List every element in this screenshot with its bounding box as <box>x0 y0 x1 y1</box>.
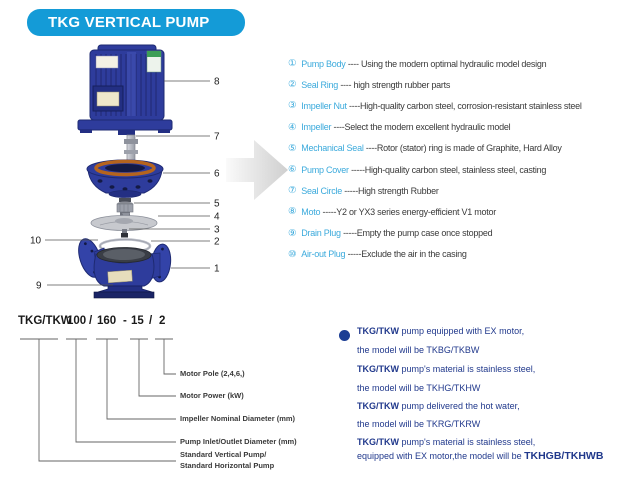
note-text: pump equipped with EX motor, <box>399 326 525 336</box>
pump-exploded-diagram <box>10 42 240 330</box>
model-label-series-1: Standard Vertical Pump/ <box>180 450 267 459</box>
pump-nameplate <box>108 270 133 283</box>
note-line <box>357 383 480 393</box>
list-item <box>288 138 615 159</box>
model-segment-pole: 2 <box>159 315 166 327</box>
note-model-highlight: TKHGB/TKHWB <box>524 450 604 462</box>
list-item <box>288 117 615 138</box>
note-bold: TKG/TKW <box>357 437 399 447</box>
part-name: Drain Plug <box>301 228 341 239</box>
part-description: ----High-quality carbon steel, corrosion-resistant stainless steel <box>346 100 582 111</box>
list-item <box>288 244 615 265</box>
part-description: -----High-quality carbon steel, stainless steel, casting <box>348 164 547 175</box>
part-name: Impeller Nut <box>301 100 347 111</box>
model-separator: / <box>89 315 93 327</box>
note-bold: TKG/TKW <box>357 364 399 374</box>
pump-body-illustration <box>74 236 172 298</box>
note-line <box>357 419 480 429</box>
list-item <box>288 223 615 244</box>
part-name: Pump Body <box>301 58 346 69</box>
part-name: Air-out Plug <box>301 249 346 260</box>
pump-foot <box>98 286 152 292</box>
list-item <box>288 95 615 116</box>
parts-list <box>288 53 615 265</box>
note-line <box>357 401 520 411</box>
model-label-impeller: Impeller Nominal Diameter (mm) <box>180 414 296 423</box>
impeller-nut-illustration <box>121 233 128 238</box>
note-line <box>357 437 535 447</box>
part-description: ----Select the modern excellent hydraulic model <box>331 122 511 133</box>
model-code-connector-lines <box>10 334 190 474</box>
callout-8: 8 <box>214 76 220 88</box>
callout-9: 9 <box>36 280 42 292</box>
right-arrow-graphic <box>226 132 297 208</box>
impeller-illustration <box>91 213 157 233</box>
note-bold: TKG/TKW <box>357 326 399 336</box>
list-item <box>288 74 615 95</box>
part-description: ---- high strength rubber parts <box>338 79 451 90</box>
list-item <box>288 53 615 74</box>
note-line <box>357 450 603 462</box>
part-name: Seal Ring <box>301 79 339 90</box>
list-item <box>288 201 615 222</box>
circled-number: ③ <box>288 100 297 112</box>
model-separator: - <box>123 315 127 327</box>
callout-1: 1 <box>214 263 220 275</box>
callout-3: 3 <box>214 224 220 236</box>
note-bold: TKG/TKW <box>357 401 399 411</box>
part-description: ----Rotor (stator) ring is made of Graphite, Hard Alloy <box>363 143 562 154</box>
list-item <box>288 180 615 201</box>
model-segment-power: 15 <box>131 315 144 327</box>
circled-number: ② <box>288 79 297 91</box>
list-item <box>288 159 615 180</box>
page-title: TKG VERTICAL PUMP <box>27 9 245 36</box>
model-separator: / <box>149 315 153 327</box>
pump-cover-illustration <box>87 160 163 198</box>
part-name: Pump Cover <box>301 164 349 175</box>
part-description: ---- Using the modern optimal hydraulic model design <box>345 58 547 69</box>
note-text: pump delivered the hot water, <box>399 401 520 411</box>
note-text: pump's material is stainless steel, <box>399 364 536 374</box>
circled-number: ⑩ <box>288 248 297 260</box>
circled-number: ① <box>288 58 297 70</box>
model-segment-impeller: 160 <box>97 315 117 327</box>
model-label-pole: Motor Pole (2,4,6,) <box>180 369 245 378</box>
bullet-icon <box>339 330 350 341</box>
model-label-series-2: Standard Horizontal Pump <box>180 461 275 470</box>
model-label-power: Motor Power (kW) <box>180 391 244 400</box>
circled-number: ⑧ <box>288 206 297 218</box>
circled-number: ⑥ <box>288 164 297 176</box>
note-text: equipped with EX motor,the model will be <box>357 451 525 461</box>
motor-nameplate <box>96 56 118 68</box>
part-description: -----Exclude the air in the casing <box>345 249 467 260</box>
note-line <box>357 345 479 355</box>
part-name: Mechanical Seal <box>301 143 364 154</box>
circled-number: ⑨ <box>288 227 297 239</box>
model-segment-series: TKG/TKW <box>18 315 72 327</box>
part-description: -----Empty the pump case once stopped <box>340 228 493 239</box>
part-description: -----High strength Rubber <box>342 185 439 196</box>
callout-7: 7 <box>214 131 220 143</box>
note-text: the model will be TKRG/TKRW <box>357 419 481 429</box>
circled-number: ⑤ <box>288 142 297 154</box>
callout-2: 2 <box>214 236 220 248</box>
model-segment-inlet: 100 <box>67 315 87 327</box>
note-line <box>357 364 535 374</box>
callout-5: 5 <box>214 198 220 210</box>
part-name: Impeller <box>301 122 332 133</box>
circled-number: ⑦ <box>288 185 297 197</box>
note-line <box>357 326 524 336</box>
circled-number: ④ <box>288 121 297 133</box>
note-text: pump's material is stainless steel, <box>399 437 536 447</box>
model-label-inlet: Pump Inlet/Outlet Diameter (mm) <box>180 437 297 446</box>
motor-illustration <box>78 45 172 135</box>
callout-4: 4 <box>214 211 220 223</box>
part-name: Seal Circle <box>301 185 343 196</box>
callout-6: 6 <box>214 168 220 180</box>
part-name: Moto <box>301 206 321 217</box>
note-text: the model will be TKHG/TKHW <box>357 383 481 393</box>
note-text: the model will be TKBG/TKBW <box>357 345 480 355</box>
part-description: -----Y2 or YX3 series energy-efficient V1 motor <box>320 206 497 217</box>
callout-10: 10 <box>30 235 42 247</box>
